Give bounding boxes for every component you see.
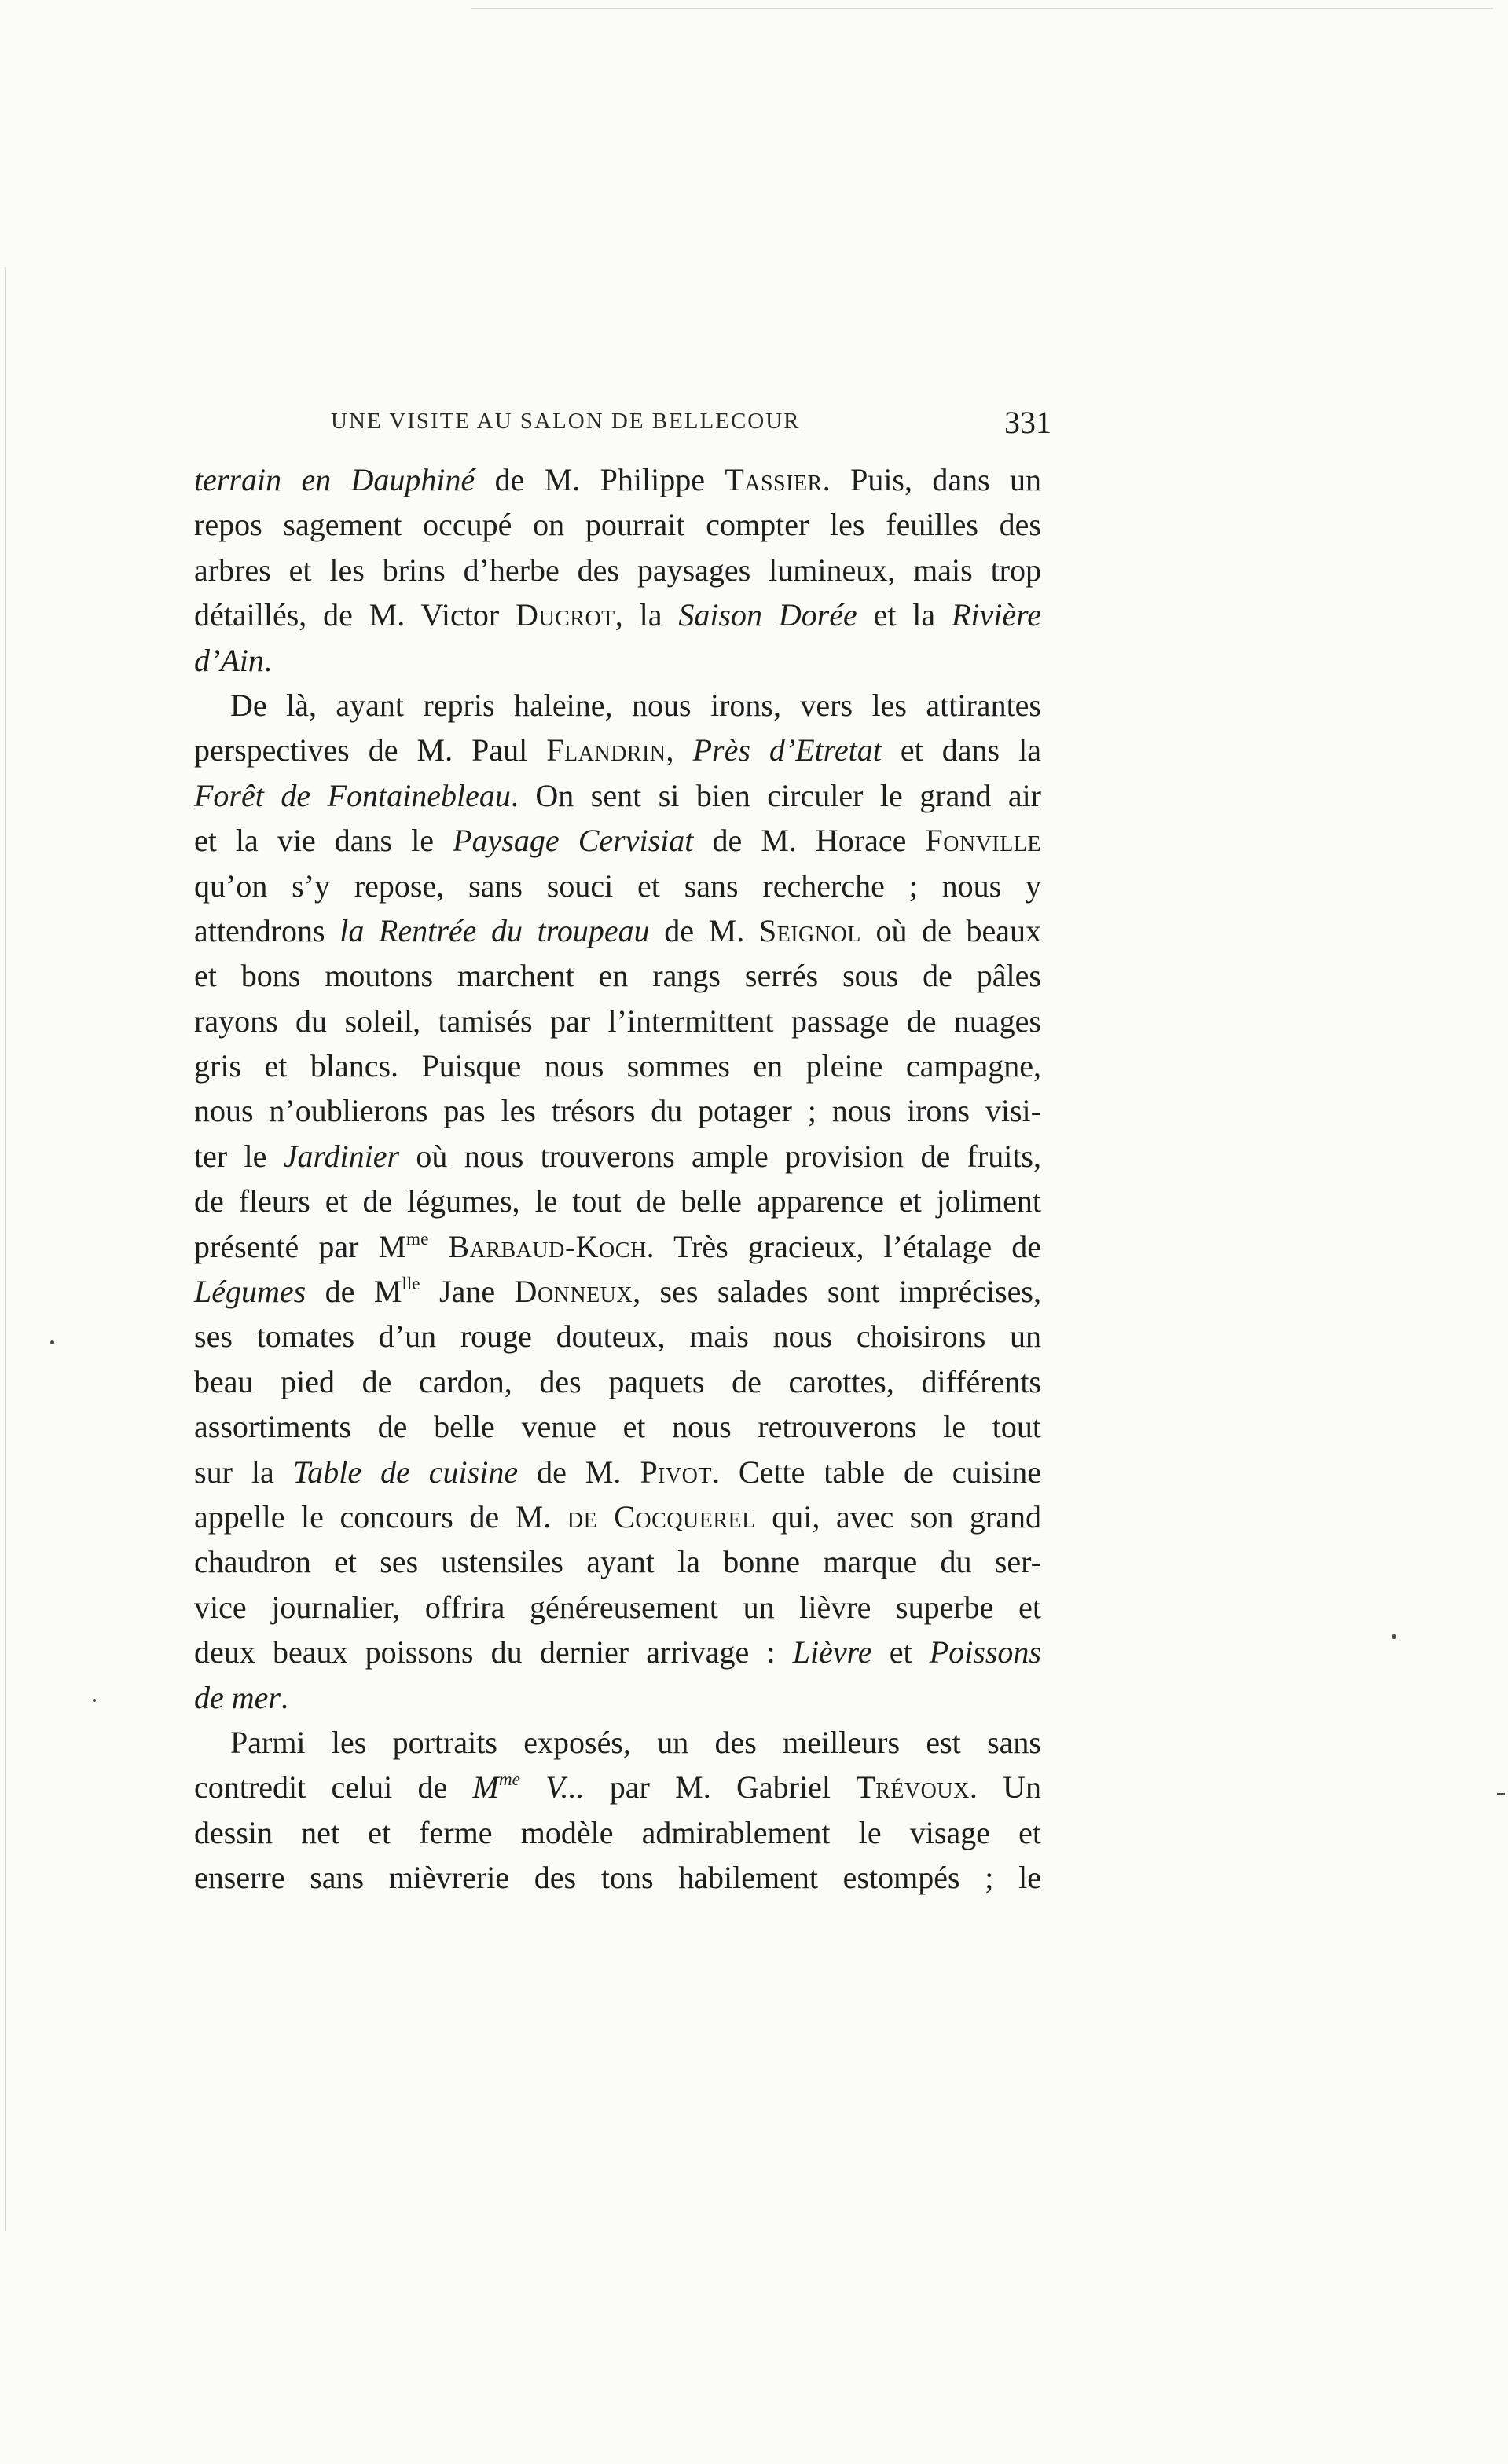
text-line [194,592,1041,637]
text-line [194,683,1041,728]
text-line [194,1179,1041,1223]
text-line [194,1359,1041,1404]
text-run: et la [857,597,952,633]
text-run: . On sent si bien circuler le grand air [510,777,1042,813]
text-run: de M. Philippe [475,462,725,497]
italic-title: V... [519,1769,585,1806]
italic-title: terrain en Dauphiné [194,462,475,497]
text-line [194,1314,1041,1358]
text-run: deux beaux poissons du dernier arrivage : [194,1634,793,1670]
text-run: qui, avec son grand [755,1498,1041,1534]
text-run: , la [615,597,679,633]
text-run [428,1229,448,1264]
text-run: et bons moutons marchent en rangs serrés sous de pâles [194,958,1041,994]
italic-title: Lièvre [792,1634,872,1670]
italic-title: d’Ain [194,642,264,678]
text-line [194,1494,1041,1539]
italic-title: Jardinier [283,1138,400,1174]
text-run: chaudron et ses ustensiles ayant la bonne marque du ser- [194,1544,1041,1580]
text-line [194,818,1041,863]
text-run: de M [306,1274,402,1310]
text-line [194,638,1041,683]
text-run: , [666,732,693,768]
text-run: . Puis, dans un [822,462,1041,497]
page-number: 331 [1004,405,1051,440]
text-run: Parmi les portraits exposés, un des meilleurs est sans [230,1724,1041,1760]
text-run: dessin net et ferme modèle admirablement le visage et [194,1814,1041,1850]
text-run: de fleurs et de légumes, le tout de belle apparence et joliment [194,1183,1041,1219]
text-run: nous n’oublierons pas les trésors du potager ; nous irons visi- [194,1093,1041,1129]
text-run: de M. [518,1454,640,1490]
running-head-title: UNE VISITE AU SALON DE BELLECOUR [331,409,801,434]
text-line [194,548,1041,592]
artist-name: de Cocquerel [567,1498,756,1534]
text-run: repos sagement occupé on pourrait compter les feuilles des [194,507,1041,543]
text-run: beau pied de cardon, des paquets de carottes, différents [194,1363,1041,1399]
text-run: sur la [194,1454,293,1490]
text-run: de M. Horace [693,823,926,859]
text-run: attendrons [194,912,340,948]
text-run: enserre sans mièvrerie des tons habilement estompés ; le [194,1860,1041,1896]
italic-title: Poissons [929,1634,1041,1670]
text-run: et dans la [881,732,1042,768]
text-line [194,1450,1041,1494]
text-run: De là, ayant repris haleine, nous irons, vers les attirantes [230,687,1041,723]
scan-speck [50,1340,54,1344]
superscript: me [406,1228,429,1249]
text-line [194,864,1041,908]
text-run: et la vie dans le [194,823,453,859]
text-line [194,1404,1041,1449]
text-run: . Un [969,1769,1042,1806]
text-line [194,1539,1041,1584]
body-text [194,457,1041,1901]
text-line [194,1720,1041,1765]
text-run: perspectives de M. Paul [194,732,547,768]
text-line [194,502,1041,547]
text-line [194,728,1041,772]
text-run: ses tomates d’un rouge douteux, mais nous choisirons un [194,1318,1041,1355]
italic-title: de mer [194,1679,281,1715]
running-head [325,404,1051,443]
text-run: assortiments de belle venue et nous retrouverons le tout [194,1409,1041,1445]
italic-title: Saison Dorée [678,597,857,633]
artist-name: Flandrin [546,732,666,768]
italic-title: Légumes [194,1274,306,1310]
text-run: . Très gracieux, l’étalage de [646,1228,1041,1264]
text-run: vice journalier, offrira généreusement un lièvre superbe et [194,1589,1041,1625]
italic-title: Table de cuisine [292,1454,519,1490]
scan-speck [1392,1634,1396,1639]
superscript: lle [402,1273,420,1294]
text-line [194,953,1041,998]
artist-name: Donneux [514,1274,633,1310]
scan-top-edge [471,8,1493,9]
italic-title: Paysage Cervisiat [453,823,694,859]
superscript: me [498,1769,520,1791]
text-run: de M. [649,912,759,948]
text-run: contredit celui de [194,1769,473,1806]
scan-speck [93,1699,96,1702]
text-line [194,999,1041,1043]
text-run: gris et blancs. Puisque nous sommes en pleine campagne, [194,1048,1041,1084]
text-run: par M. Gabriel [584,1769,857,1806]
text-line [194,1224,1041,1269]
artist-name: Seignol [758,912,861,948]
text-run: appelle le concours de M. [194,1498,567,1534]
text-run: arbres et les brins d’herbe des paysages lumineux, mais trop [194,552,1041,588]
text-run: . Cette table de cuisine [711,1454,1042,1490]
text-line [194,457,1041,502]
artist-name: Pivot [640,1454,712,1490]
text-run: où de beaux [860,912,1042,948]
italic-title: M [472,1769,499,1806]
text-line [194,1675,1041,1720]
text-line [194,1088,1041,1133]
scan-speck [1497,1793,1505,1795]
italic-title: la Rentrée du troupeau [339,912,650,948]
text-run: qu’on s’y repose, sans souci et sans recherche ; nous y [194,867,1041,904]
text-run: ter le [194,1138,284,1174]
text-line [194,1855,1041,1900]
text-line [194,1630,1041,1674]
text-line [194,908,1041,953]
text-run: où nous trouverons ample provision de fruits, [399,1138,1041,1174]
artist-name: Trévoux [856,1769,970,1806]
artist-name: Ducrot [515,597,615,633]
text-line [194,1269,1041,1314]
text-run: rayons du soleil, tamisés par l’intermittent passage de nuages [194,1003,1041,1039]
text-run: . [280,1679,288,1715]
artist-name: Tassier [725,462,823,497]
text-run: . [263,642,272,678]
italic-title: Près d’Etretat [692,732,882,768]
text-line [194,773,1041,818]
text-line [194,1134,1041,1179]
italic-title: Rivière [952,597,1042,633]
text-line [194,1585,1041,1630]
text-run: et [871,1634,930,1670]
italic-title: Forêt de Fontainebleau [194,777,511,813]
text-run: Jane [420,1274,515,1310]
text-run: , ses salades sont imprécises, [633,1274,1041,1310]
text-line [194,1043,1041,1088]
artist-name: Barbaud-Koch [448,1228,647,1264]
text-run: détaillés, de M. Victor [194,597,516,633]
artist-name: Fonville [925,823,1042,859]
text-line [194,1765,1041,1810]
text-line [194,1810,1041,1855]
text-run: présenté par M [194,1228,407,1264]
scan-left-edge [5,267,6,2231]
